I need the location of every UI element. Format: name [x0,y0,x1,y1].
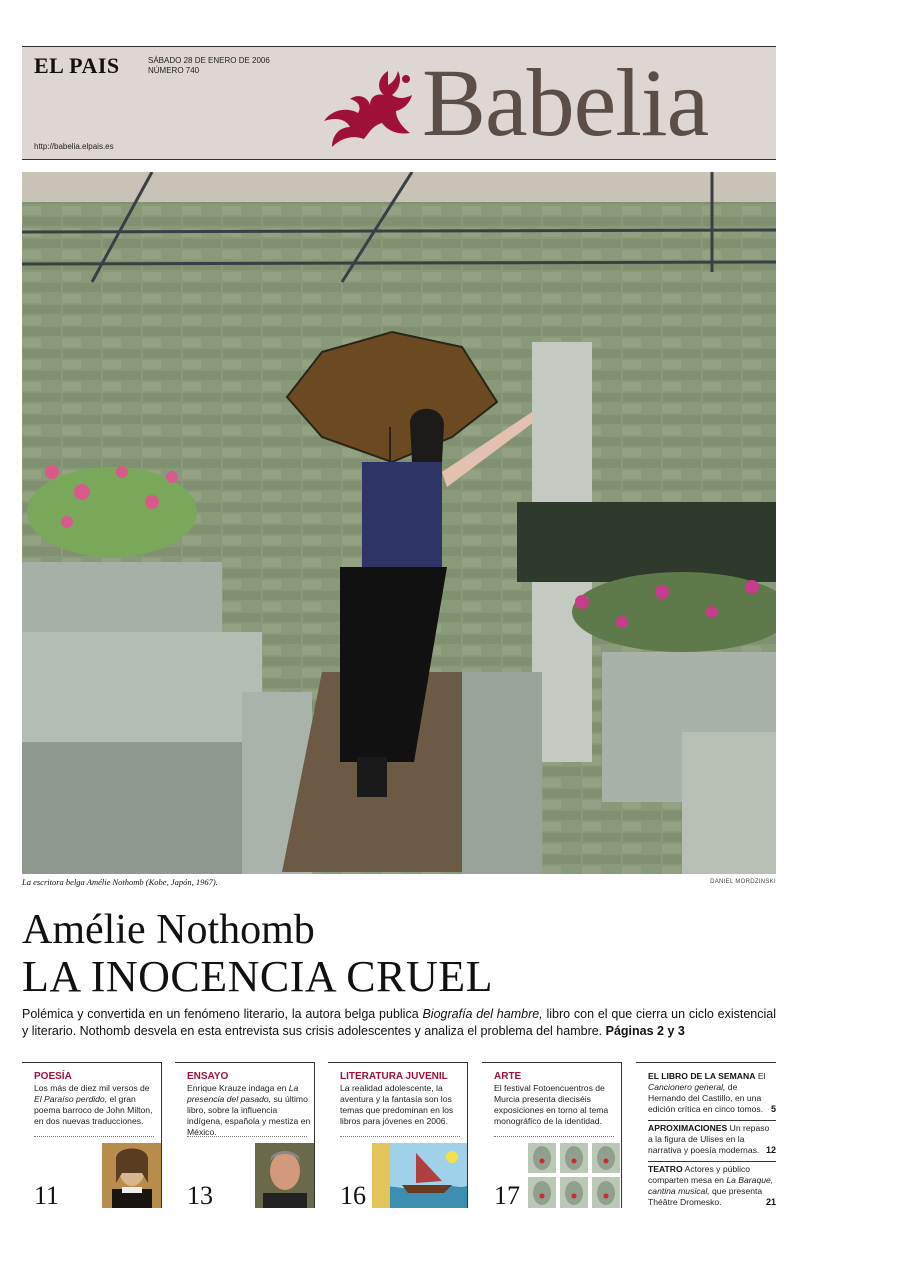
website-url[interactable]: http://babelia.elpais.es [34,142,114,151]
index-page-number: 21 [765,1197,776,1207]
section-title: LITERATURA JUVENIL [340,1071,448,1082]
issue-number: NÚMERO 740 [148,66,200,75]
babelia-title: Babelia [422,49,709,156]
issue-date: SÁBADO 28 DE ENERO DE 2006 [148,56,270,65]
photo-caption: La escritora belga Amélie Nothomb (Kobe, Japón, 1967). [22,877,218,887]
portrait-krauze-image [255,1143,315,1208]
headline-title: LA INOCENCIA CRUEL [22,952,493,1001]
index-item-teatro[interactable]: TEATRO Actores y público comparten mesa en La Baraque, cantina musical, que presenta Théâtre Dromesko. 21 [648,1164,776,1207]
cover-photo [22,172,776,874]
section-arte[interactable] [482,1062,622,1208]
section-ensayo[interactable] [175,1062,315,1208]
section-literatura-juvenil[interactable] [328,1062,468,1208]
section-text: El festival Fotoencuentros de Murcia presenta dieciséis exposiciones en torno al tema monográfico de la identidad. [494,1083,609,1126]
index-item-libro-semana[interactable]: EL LIBRO DE LA SEMANA El Cancionero general, de Hernando del Castillo, en una edición crítica en cinco tomos. 5 [648,1071,776,1114]
dateline [148,56,270,76]
lede-text-2: libro con el que cierra un ciclo existencial y literario. Nothomb desvela en esta entrevista sus crisis adolescentes y analiza el problema del hambre. [22,1007,777,1038]
babelia-mark-icon [318,67,414,153]
faces-photo-grid-image [526,1143,622,1208]
section-title: ENSAYO [187,1071,229,1082]
index-page-number: 12 [765,1145,776,1155]
lede-pages-link[interactable]: Páginas 2 y 3 [605,1024,685,1038]
dotted-divider [494,1136,614,1137]
index-item-aproximaciones[interactable]: APROXIMACIONES Un repaso a la figura de Ulises en la narrativa y poesía modernas. 12 [648,1123,776,1155]
dotted-divider [340,1136,460,1137]
index-divider [648,1120,776,1121]
section-page-number: 16 [340,1181,366,1208]
section-text: Enrique Krauze indaga en La presencia del pasado, su último libro, sobre la influencia indígena, española y mestiza en México. [187,1083,311,1137]
index-divider [648,1161,776,1162]
cemetery-portrait-image [22,172,776,874]
section-title: POESÍA [34,1071,72,1082]
index-page-number: 5 [770,1104,776,1114]
dotted-divider [34,1136,154,1137]
ship-illustration-image [372,1143,468,1208]
section-page-number: 17 [494,1181,520,1208]
newspaper-logo: EL PAIS [34,53,120,78]
section-text: La realidad adolescente, la aventura y la fantasía son los temas que predominan en los libros para jóvenes en 2006. [340,1083,454,1126]
section-page-number: 13 [187,1181,213,1208]
lede-book-title: Biografía del hambre, [422,1007,543,1021]
lede-paragraph [22,1006,776,1040]
index-column [636,1062,776,1208]
section-poesia[interactable] [22,1062,162,1208]
headline-name: Amélie Nothomb [22,907,315,953]
masthead [22,46,776,160]
dotted-divider [187,1136,307,1137]
portrait-milton-image [102,1143,162,1208]
lede-text-1: Polémica y convertida en un fenómeno literario, la autora belga publica [22,1007,423,1021]
section-page-number: 11 [34,1181,60,1208]
photo-credit: DANIEL MORDZINSKI [710,879,776,885]
section-text: Los más de diez mil versos de El Paraíso perdido, el gran poema barroco de John Milton, en dos nuevas traducciones. [34,1083,153,1126]
section-title: ARTE [494,1071,522,1082]
